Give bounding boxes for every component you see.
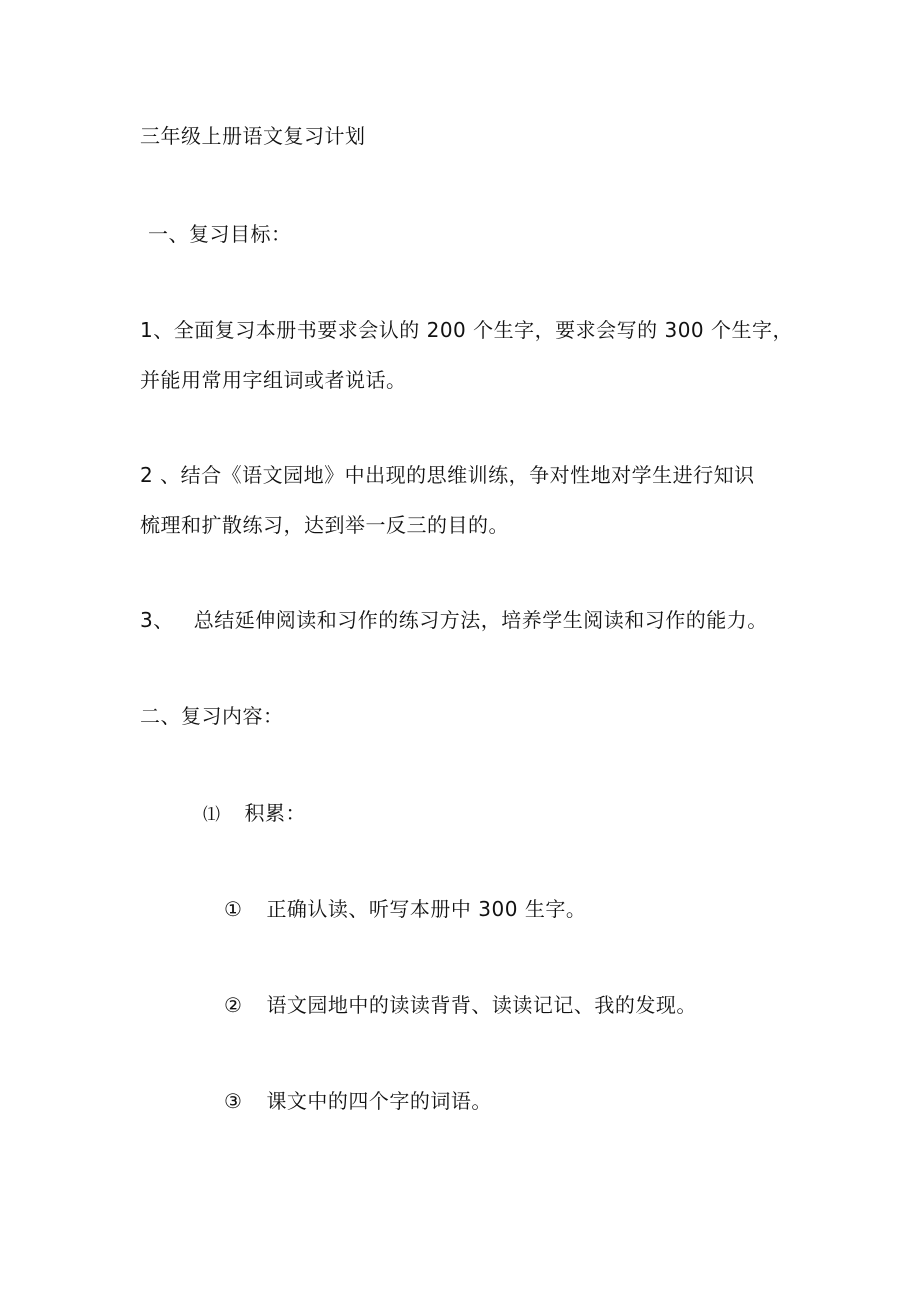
subsection-accumulation — [203, 800, 306, 828]
content-item-3-marker: ③ — [224, 1089, 243, 1113]
content-item-1-text: 正确认读、听写本册中 300 生字。 — [266, 897, 587, 921]
section-heading-goals: 一、复习目标： — [148, 222, 292, 246]
goal-item-2-number: 2 、 — [140, 463, 181, 487]
content-item-1 — [224, 896, 586, 922]
goal-item-2-line-1 — [140, 462, 755, 488]
section-heading-content: 二、复习内容： — [140, 704, 284, 728]
goal-item-2-text-1: 结合《语文园地》中出现的思维训练，争对性地对学生进行知识 — [180, 463, 755, 487]
goal-item-1-line-1 — [140, 317, 793, 343]
content-item-3 — [224, 1088, 492, 1114]
goal-item-3-line-1 — [140, 607, 768, 633]
goal-item-1-text-1: 全面复习本册书要求会认的 200 个生字，要求会写的 300 个生字， — [173, 318, 794, 342]
subsection-number: ⑴ — [203, 805, 221, 825]
content-item-1-marker: ① — [224, 897, 243, 921]
content-item-3-text: 课文中的四个字的词语。 — [266, 1089, 492, 1113]
content-item-2 — [224, 992, 697, 1018]
goal-item-1-line-2: 并能用常用字组词或者说话。 — [140, 368, 407, 392]
goal-item-3-text-1: 总结延伸阅读和习作的练习方法，培养学生阅读和习作的能力。 — [193, 608, 768, 632]
content-item-2-marker: ② — [224, 993, 243, 1017]
goal-item-3-number: 3、 — [140, 608, 174, 632]
content-item-2-text: 语文园地中的读读背背、读读记记、我的发现。 — [266, 993, 697, 1017]
document-title: 三年级上册语文复习计划 — [140, 124, 366, 148]
subsection-label: 积累： — [244, 801, 306, 825]
goal-item-2-line-2: 梳理和扩散练习，达到举一反三的目的。 — [140, 513, 509, 537]
goal-item-1-number: 1、 — [140, 318, 174, 342]
